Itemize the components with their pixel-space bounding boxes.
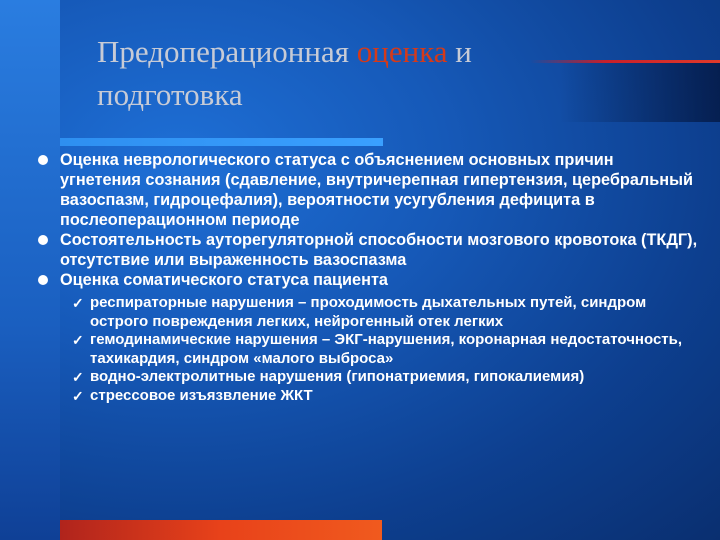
sub-item-text: гемодинамические нарушения – ЭКГ-нарушения, коронарная недостаточность, тахикардия, синдром «малого выброса» [90, 331, 683, 367]
slide-title [97, 30, 637, 116]
bullet-item [38, 230, 698, 270]
checkmark-icon: ✓ [72, 332, 84, 348]
sub-item [38, 387, 698, 406]
sub-item-text: респираторные нарушения – проходимость дыхательных путей, синдром острого повреждения легких, нейрогенный отек легких [90, 294, 647, 330]
checkmark-icon: ✓ [72, 369, 84, 385]
slide-content [38, 150, 698, 405]
sub-item [38, 294, 698, 331]
bullet-text: Оценка неврологического статуса с объяснением основных причин угнетения сознания (сдавление, внутричерепная гипертензия, церебральный вазоспазм, гидроцефалия), вероятности усугубления дефицита в послеоперационном периоде [60, 151, 694, 229]
sub-item-text: водно-электролитные нарушения (гипонатриемия, гипокалиемия) [90, 368, 585, 385]
sub-list [38, 294, 698, 405]
sub-item-text: стрессовое изъязвление ЖКТ [90, 386, 313, 404]
bullet-item [38, 270, 698, 290]
bullet-dot-icon [38, 235, 48, 245]
title-accent: оценка [356, 34, 448, 69]
title-part1: Предоперационная [97, 34, 357, 69]
sub-item [38, 331, 698, 368]
bullet-dot-icon [38, 275, 48, 285]
checkmark-icon: ✓ [72, 387, 84, 404]
bullet-text: Состоятельность ауторегуляторной способности мозгового кровотока (ТКДГ), отсутствие или выраженность вазоспазма [60, 231, 698, 269]
bottom-decor-bar [60, 520, 382, 540]
title-underline-bar [60, 138, 383, 146]
title-line2: подготовка [97, 77, 243, 112]
bullet-dot-icon [38, 155, 48, 165]
sub-item [38, 368, 698, 387]
bullet-item [38, 150, 698, 230]
checkmark-icon: ✓ [72, 295, 84, 311]
title-part2: и [447, 34, 472, 69]
bullet-text: Оценка соматического статуса пациента [60, 271, 388, 289]
